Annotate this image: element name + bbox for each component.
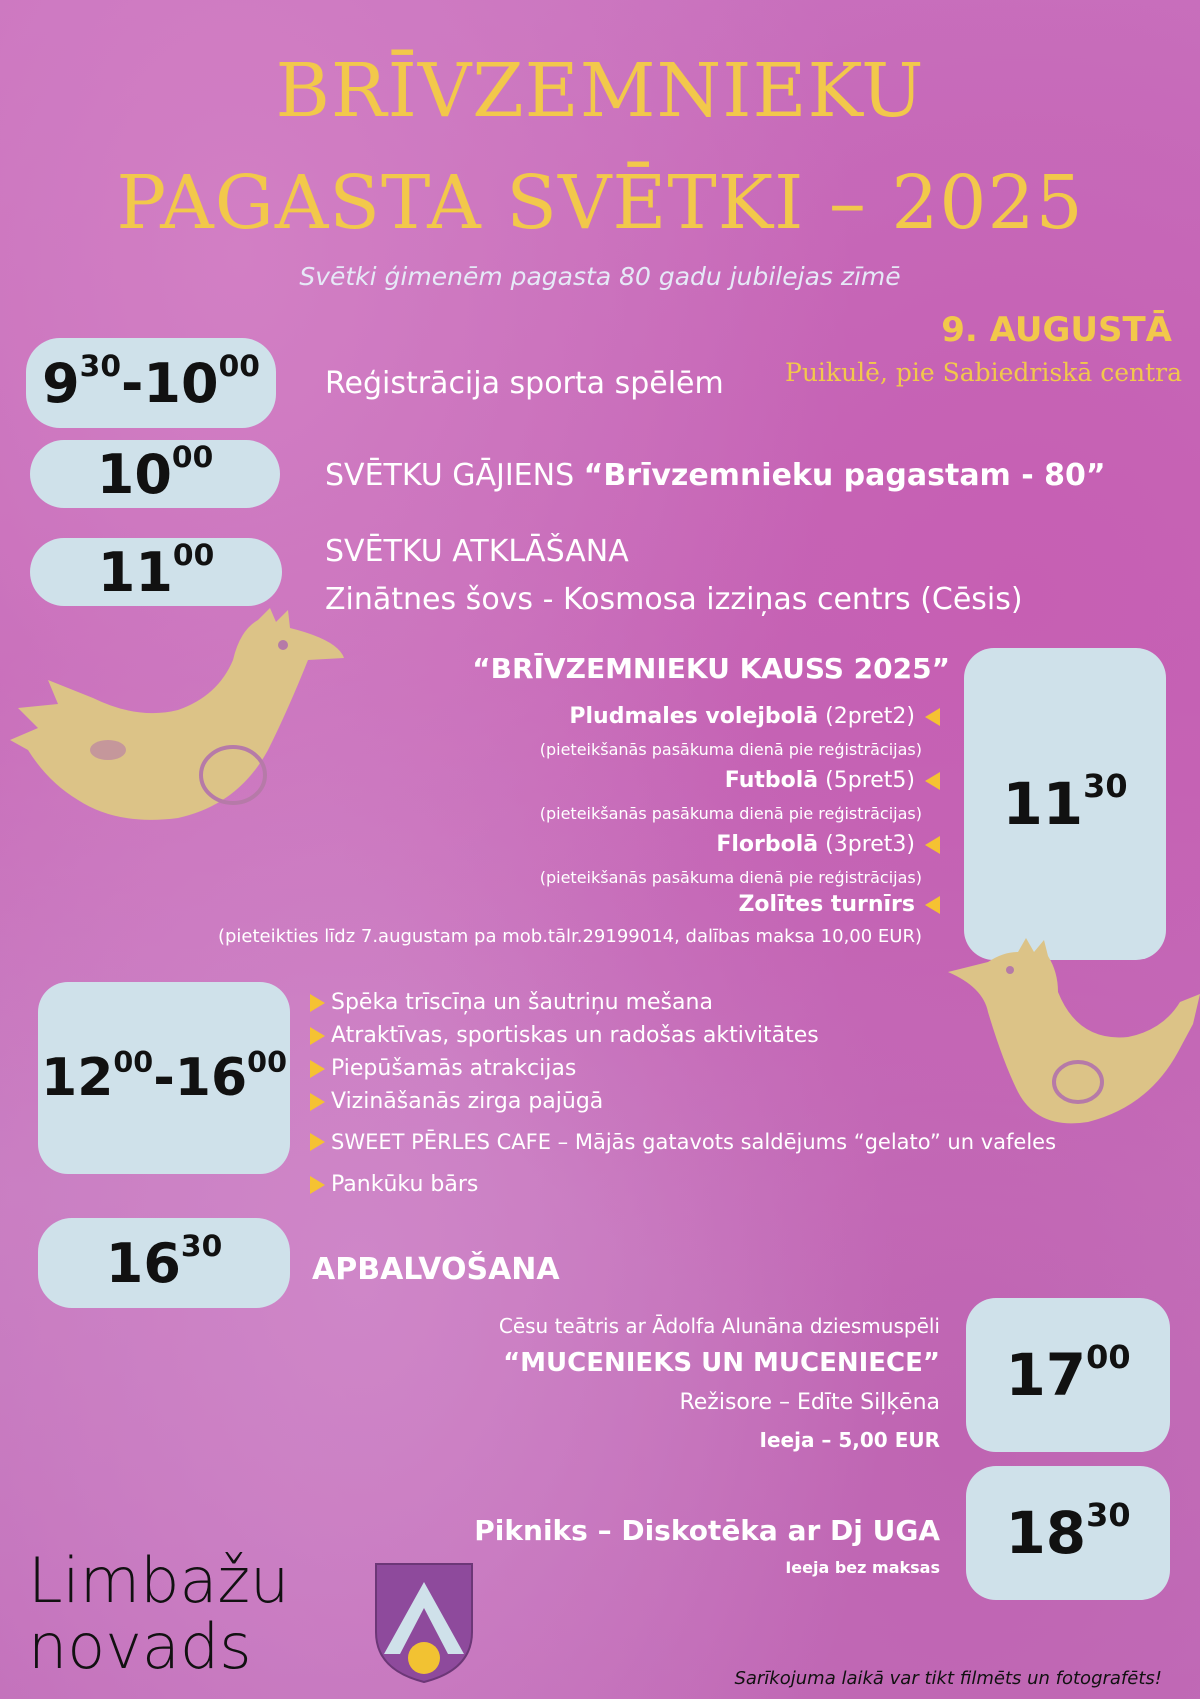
registration-text: Reģistrācija sporta spēlēm — [325, 366, 724, 401]
coat-of-arms-icon — [374, 1562, 474, 1684]
bird-right-icon — [948, 932, 1200, 1132]
event-date: 9. AUGUSTĀ — [941, 310, 1172, 350]
time-dash: - — [121, 351, 144, 415]
time-minute: 30 — [1083, 767, 1128, 806]
arrow-left-icon — [925, 708, 940, 726]
sport-name: Florbolā — [716, 832, 819, 857]
sport-format: (2pret2) — [818, 704, 915, 729]
time-pill-cup — [964, 648, 1166, 960]
time-hour: 10 — [143, 351, 219, 415]
sport-name: Pludmales volejbolā — [569, 704, 819, 729]
theatre-entry: Ieeja – 5,00 EUR — [759, 1428, 940, 1452]
parade-title: “Brīvzemnieku pagastam - 80” — [583, 458, 1106, 493]
activity-label: SWEET PĒRLES CAFE – Mājās gatavots saldējums “gelato” un vafeles — [331, 1130, 1057, 1154]
time-minute: 00 — [247, 1045, 287, 1080]
time-hour: 18 — [1005, 1499, 1087, 1567]
time-hour: 11 — [97, 540, 173, 604]
poster-subtitle: Svētki ģimenēm pagasta 80 gadu jubilejas zīmē — [299, 262, 901, 291]
time-minute: 30 — [79, 349, 121, 385]
poster-title-line1: BRĪVZEMNIEKU — [275, 48, 925, 134]
cup-note-floorball: (pieteikšanās pasākuma dienā pie reģistrācijas) — [539, 868, 922, 887]
time-pill-picnic — [966, 1466, 1170, 1600]
arrow-right-icon — [310, 1176, 325, 1194]
time-pill-opening — [30, 538, 282, 606]
arrow-right-icon — [310, 1093, 325, 1111]
time-minute: 00 — [1086, 1338, 1131, 1377]
arrow-right-icon — [310, 1027, 325, 1045]
cup-note-volleyball: (pieteikšanās pasākuma dienā pie reģistrācijas) — [539, 740, 922, 759]
time-minute: 00 — [172, 538, 215, 574]
cup-item-zolite — [738, 892, 940, 917]
arrow-right-icon — [310, 1060, 325, 1078]
theatre-director: Režisore – Edīte Siļķēna — [679, 1390, 940, 1415]
arrow-left-icon — [925, 896, 940, 914]
cup-item-label — [716, 832, 915, 857]
activity-label: Piepūšamās atrakcijas — [331, 1056, 577, 1081]
cup-title: “BRĪVZEMNIEKU KAUSS 2025” — [472, 652, 950, 685]
cup-note-zolite: (pieteikties līdz 7.augustam pa mob.tālr.29199014, dalības maksa 10,00 EUR) — [217, 926, 922, 947]
activity-label: Spēka trīscīņa un šautriņu mešana — [331, 990, 713, 1015]
logo-line2: novads — [28, 1610, 252, 1683]
poster-title-line2: PAGASTA SVĒTKI – 2025 — [116, 160, 1084, 246]
activity-item — [310, 1056, 576, 1081]
time-hour: 17 — [1005, 1341, 1087, 1409]
time-pill-parade — [30, 440, 280, 508]
activity-item — [310, 1089, 603, 1114]
arrow-right-icon — [310, 994, 325, 1012]
time-minute: 00 — [171, 440, 214, 476]
time-pill-awards — [38, 1218, 290, 1308]
activity-item — [310, 1023, 819, 1048]
picnic-entry: Ieeja bez maksas — [785, 1558, 940, 1577]
sport-format: (3pret3) — [818, 832, 915, 857]
cup-item-label — [725, 768, 915, 793]
logo-line1: Limbažu — [28, 1544, 290, 1617]
sport-name: Zolītes turnīrs — [738, 892, 915, 917]
arrow-left-icon — [925, 772, 940, 790]
time-minute: 00 — [218, 349, 260, 385]
activity-item — [310, 1172, 478, 1197]
theatre-title: “MUCENIEKS UN MUCENIECE” — [503, 1348, 940, 1378]
awards-text: APBALVOŠANA — [312, 1252, 560, 1287]
science-show-text: Zinātnes šovs - Kosmosa izziņas centrs (Cēsis) — [325, 582, 1023, 617]
activity-item — [310, 1130, 1056, 1154]
time-hour: 16 — [174, 1048, 248, 1108]
sport-format: (5pret5) — [818, 768, 915, 793]
parade-text — [325, 458, 1106, 493]
activity-label: Vizināšanās zirga pajūgā — [331, 1089, 604, 1114]
filming-notice: Sarīkojuma laikā var tikt filmēts un fotografēts! — [734, 1668, 1162, 1689]
time-hour: 12 — [41, 1048, 114, 1108]
arrow-left-icon — [925, 836, 940, 854]
picnic-text: Pikniks – Diskotēka ar Dj UGA — [474, 1514, 940, 1547]
arrow-right-icon — [310, 1133, 325, 1151]
parade-label: SVĒTKU GĀJIENS — [325, 458, 584, 493]
cup-item-label — [569, 704, 915, 729]
time-dash: - — [153, 1048, 175, 1108]
activity-label: Pankūku bārs — [331, 1172, 479, 1197]
event-place: Puikulē, pie Sabiedriskā centra — [785, 358, 1182, 387]
time-hour: 9 — [42, 351, 80, 415]
time-hour: 11 — [1002, 770, 1084, 838]
activity-label: Atraktīvas, sportiskas un radošas aktivitātes — [331, 1023, 819, 1048]
activity-item — [310, 990, 713, 1015]
cup-item-floorball — [716, 832, 940, 857]
cup-item-label — [738, 892, 915, 917]
cup-item-football — [725, 768, 940, 793]
time-minute: 30 — [180, 1229, 223, 1265]
time-hour: 16 — [105, 1231, 181, 1295]
time-pill-theatre — [966, 1298, 1170, 1452]
cup-item-volleyball — [569, 704, 940, 729]
bird-left-icon — [8, 600, 348, 830]
theatre-intro: Cēsu teātris ar Ādolfa Alunāna dziesmuspēli — [498, 1314, 940, 1338]
time-minute: 00 — [113, 1045, 154, 1080]
opening-text: SVĒTKU ATKLĀŠANA — [325, 534, 629, 569]
time-minute: 30 — [1086, 1496, 1131, 1535]
cup-note-football: (pieteikšanās pasākuma dienā pie reģistrācijas) — [539, 804, 922, 823]
sport-name: Futbolā — [724, 768, 819, 793]
time-pill-registration — [26, 338, 276, 428]
time-pill-activities — [38, 982, 290, 1174]
time-hour: 10 — [96, 442, 172, 506]
